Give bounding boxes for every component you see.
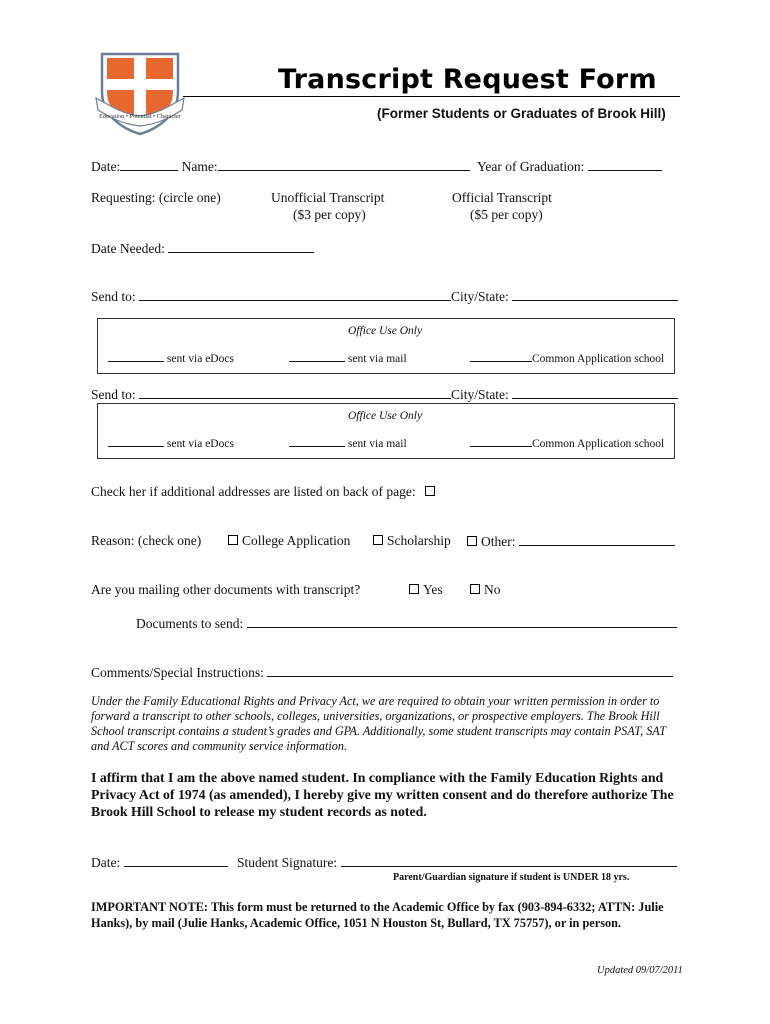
date-needed-label: Date Needed:: [91, 241, 165, 256]
send-to-row-2: [91, 386, 678, 403]
common-app-label: Common Application school: [532, 353, 665, 365]
mail-field[interactable]: [289, 351, 345, 362]
mail-label: sent via mail: [347, 353, 407, 365]
other-label: Other:: [481, 534, 516, 549]
common-app-field[interactable]: [470, 436, 532, 447]
send-to-field-2[interactable]: [139, 386, 451, 399]
office-use-title: Office Use Only: [348, 410, 423, 422]
city-state-label: City/State:: [451, 387, 509, 402]
signature-date-field[interactable]: [124, 854, 228, 867]
common-app-row: [470, 436, 664, 450]
important-note: IMPORTANT NOTE: This form must be returned to the Academic Office by fax (903-894-6332; ATTN: Julie Hanks), by mail (Julie Hanks, Academic Office, 1051 N Houston St, Bullard, TX 75757), or in person.: [91, 900, 664, 930]
mail-label: sent via mail: [347, 438, 407, 450]
scholarship-checkbox[interactable]: [373, 535, 383, 545]
updated-date: Updated 09/07/2011: [597, 965, 683, 976]
date-needed-field[interactable]: [168, 240, 314, 253]
city-state-field-2[interactable]: [512, 386, 678, 399]
unofficial-transcript-option[interactable]: Unofficial Transcript: [271, 190, 385, 205]
send-to-row-1: [91, 288, 678, 305]
send-to-label: Send to:: [91, 289, 136, 304]
name-field[interactable]: [218, 158, 470, 171]
college-application-label: College Application: [242, 533, 351, 548]
page-title: Transcript Request Form: [278, 64, 657, 95]
ferpa-notice: Under the Family Educational Rights and Privacy Act, we are required to obtain your written permission in order to forward a transcript to other schools, colleges, universities, organizations, or prospective employers. The Brook Hill School transcript contains a student’s grades and GPA. Additionally, some student transcripts may contain PSAT, SAT and ACT scores and community service information.: [91, 694, 666, 753]
date-field[interactable]: [120, 158, 178, 171]
no-label: No: [484, 582, 501, 597]
unofficial-price: ($3 per copy): [293, 207, 366, 222]
other-checkbox[interactable]: [467, 536, 477, 546]
date-needed-row: [91, 240, 314, 257]
grad-year-field[interactable]: [588, 158, 662, 171]
scholarship-label: Scholarship: [387, 533, 451, 548]
documents-field[interactable]: [247, 615, 677, 628]
comments-field[interactable]: [267, 664, 673, 677]
date-name-row: [91, 158, 662, 175]
common-app-row: [470, 351, 664, 365]
send-to-field-1[interactable]: [139, 288, 451, 301]
student-signature-label: Student Signature:: [237, 855, 338, 870]
requesting-label: Requesting: (circle one): [91, 190, 221, 205]
college-application-option[interactable]: [228, 533, 350, 549]
other-option[interactable]: [467, 533, 675, 550]
additional-addresses-label: Check her if additional addresses are listed on back of page:: [91, 484, 416, 499]
additional-addresses-row: [91, 484, 439, 500]
official-transcript-option[interactable]: Official Transcript: [452, 190, 552, 205]
comments-row: [91, 664, 673, 681]
date-label: Date:: [91, 159, 121, 174]
comments-label: Comments/Special Instructions:: [91, 665, 264, 680]
yes-option[interactable]: [409, 582, 443, 598]
edocs-label: sent via eDocs: [166, 438, 234, 450]
reason-label: Reason: (check one): [91, 533, 202, 548]
signature-date-label: Date:: [91, 855, 121, 870]
city-state-label: City/State:: [451, 289, 509, 304]
guardian-note: Parent/Guardian signature if student is UNDER 18 yrs.: [393, 872, 630, 883]
no-checkbox[interactable]: [470, 584, 480, 594]
office-use-box-2: [97, 403, 675, 459]
student-signature-field[interactable]: [341, 854, 677, 867]
name-label: Name:: [181, 159, 218, 174]
edocs-field[interactable]: [108, 351, 164, 362]
college-application-checkbox[interactable]: [228, 535, 238, 545]
grad-year-label: Year of Graduation:: [477, 159, 585, 174]
yes-label: Yes: [423, 582, 443, 597]
documents-label: Documents to send:: [136, 616, 244, 631]
additional-addresses-checkbox[interactable]: [425, 486, 435, 496]
affirmation-statement: I affirm that I am the above named student. In compliance with the Family Education Rights and Privacy Act of 1974 (as amended), I hereby give my written consent and do therefore authorize The Brook Hill School to release my student records as noted.: [91, 770, 674, 819]
signature-row: [91, 854, 677, 871]
mail-row: [289, 351, 407, 365]
logo-motto: Education • Potential • Character: [99, 113, 181, 120]
title-underline: [183, 96, 680, 97]
edocs-row: [108, 351, 234, 365]
office-use-title: Office Use Only: [348, 325, 423, 337]
edocs-row: [108, 436, 234, 450]
mail-row: [289, 436, 407, 450]
common-app-label: Common Application school: [532, 438, 665, 450]
send-to-label: Send to:: [91, 387, 136, 402]
no-option[interactable]: [470, 582, 501, 598]
mail-field[interactable]: [289, 436, 345, 447]
other-field[interactable]: [519, 533, 675, 546]
yes-checkbox[interactable]: [409, 584, 419, 594]
common-app-field[interactable]: [470, 351, 532, 362]
page-subtitle: (Former Students or Graduates of Brook Hill): [377, 106, 666, 121]
edocs-field[interactable]: [108, 436, 164, 447]
official-price: ($5 per copy): [470, 207, 543, 222]
mailing-question: Are you mailing other documents with transcript?: [91, 582, 361, 597]
city-state-field-1[interactable]: [512, 288, 678, 301]
edocs-label: sent via eDocs: [166, 353, 234, 365]
school-crest-logo: [94, 52, 186, 136]
documents-row: [136, 615, 677, 632]
office-use-box-1: [97, 318, 675, 374]
scholarship-option[interactable]: [373, 533, 451, 549]
